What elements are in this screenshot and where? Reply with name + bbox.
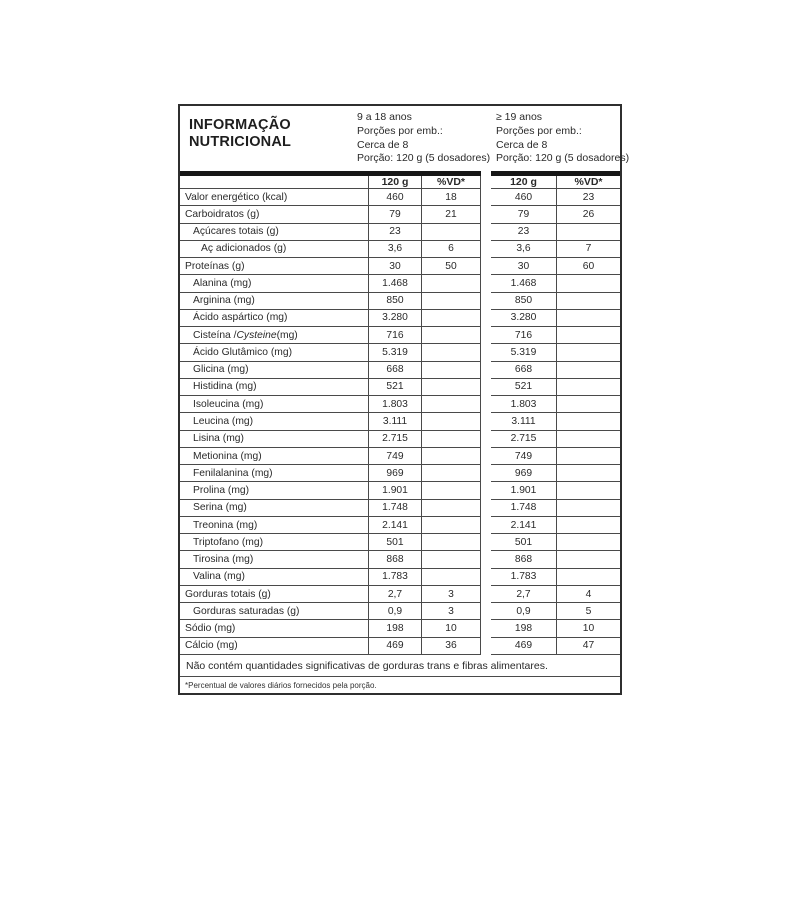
column-gap: [481, 620, 491, 637]
group1-dv-cell: 3: [421, 586, 481, 603]
group1-amount-cell: 850: [368, 293, 421, 310]
note: Não contém quantidades significativas de gorduras trans e fibras alimentares.: [180, 655, 620, 677]
column-gap: [481, 448, 491, 465]
group1-amount-cell: 521: [368, 379, 421, 396]
group1-dv-cell: [421, 327, 481, 344]
group1-amount-cell: 716: [368, 327, 421, 344]
group1-amount-cell: 0,9: [368, 603, 421, 620]
column-gap: [481, 431, 491, 448]
group1-dv-cell: 6: [421, 241, 481, 258]
group2-header: [496, 111, 629, 166]
group2-dv-cell: [556, 224, 620, 241]
group2-dv-cell: 26: [556, 206, 620, 223]
footnote: *Percentual de valores diários fornecidos pela porção.: [185, 680, 377, 690]
group2-amount-cell: 469: [491, 638, 556, 655]
table-title-line2: NUTRICIONAL: [189, 134, 292, 150]
group1-amount-cell: 469: [368, 638, 421, 655]
group2-dv-cell: [556, 344, 620, 361]
group1-amount-cell: 2.715: [368, 431, 421, 448]
group1-amount-cell: 5.319: [368, 344, 421, 361]
column-gap: [481, 603, 491, 620]
group2-amount-cell: 3.280: [491, 310, 556, 327]
group1-servings-value: Cerca de 8: [357, 138, 409, 151]
group1-amount-cell: 868: [368, 551, 421, 568]
group1-amount-cell: 501: [368, 534, 421, 551]
table-title-line1: INFORMAÇÃO: [189, 117, 291, 133]
group1-dv-cell: [421, 465, 481, 482]
row-label: Gorduras saturadas (g): [180, 603, 368, 620]
row-label: Triptofano (mg): [180, 534, 368, 551]
row-label: Treonina (mg): [180, 517, 368, 534]
nutrition-grid: [180, 176, 620, 655]
group1-dv-cell: [421, 534, 481, 551]
column-gap: [481, 586, 491, 603]
group2-amount-cell: 521: [491, 379, 556, 396]
group1-dv-cell: [421, 517, 481, 534]
row-label: Valor energético (kcal): [180, 189, 368, 206]
group2-dv-cell: [556, 517, 620, 534]
group1-dv-cell: [421, 551, 481, 568]
column-header-spacer: [180, 176, 368, 189]
group2-amount-cell: 2,7: [491, 586, 556, 603]
row-label: Ácido Glutâmico (mg): [180, 344, 368, 361]
column-gap: [481, 413, 491, 430]
row-label: Gorduras totais (g): [180, 586, 368, 603]
row-label: Metionina (mg): [180, 448, 368, 465]
group1-dv-cell: [421, 431, 481, 448]
column-gap: [481, 482, 491, 499]
group1-amount-cell: 668: [368, 362, 421, 379]
group2-amount-cell: 716: [491, 327, 556, 344]
group2-servings-value: Cerca de 8: [496, 138, 548, 151]
group1-dv-cell: [421, 448, 481, 465]
group2-dv-cell: [556, 569, 620, 586]
group2-dv-cell: [556, 362, 620, 379]
row-label: Carboidratos (g): [180, 206, 368, 223]
group2-amount-cell: 79: [491, 206, 556, 223]
row-label: Fenilalanina (mg): [180, 465, 368, 482]
row-label-italic: Cysteine: [236, 329, 277, 341]
group1-dv-cell: [421, 362, 481, 379]
group2-dv-cell: [556, 396, 620, 413]
table-header: [180, 106, 630, 171]
group2-amount-cell: 0,9: [491, 603, 556, 620]
group2-column-header-amount: 120 g: [491, 176, 556, 189]
row-label: Isoleucina (mg): [180, 396, 368, 413]
group1-dv-cell: 18: [421, 189, 481, 206]
group2-amount-cell: 30: [491, 258, 556, 275]
group1-header: [357, 111, 490, 166]
column-gap: [481, 241, 491, 258]
column-gap: [481, 206, 491, 223]
row-label: Glicina (mg): [180, 362, 368, 379]
group1-amount-cell: 23: [368, 224, 421, 241]
group1-amount-cell: 2.141: [368, 517, 421, 534]
group2-amount-cell: 749: [491, 448, 556, 465]
column-gap: [481, 551, 491, 568]
group2-column-header-dv: %VD*: [556, 176, 620, 189]
column-gap: [481, 189, 491, 206]
group1-dv-cell: 21: [421, 206, 481, 223]
row-label: Serina (mg): [180, 500, 368, 517]
row-label: Sódio (mg): [180, 620, 368, 637]
group1-amount-cell: 3.111: [368, 413, 421, 430]
column-gap: [481, 379, 491, 396]
column-gap: [481, 465, 491, 482]
group2-amount-cell: 3,6: [491, 241, 556, 258]
row-label: Ácido aspártico (mg): [180, 310, 368, 327]
group1-amount-cell: 1.748: [368, 500, 421, 517]
group2-amount-cell: 1.803: [491, 396, 556, 413]
group1-dv-cell: [421, 482, 481, 499]
group1-dv-cell: [421, 293, 481, 310]
group1-dv-cell: 10: [421, 620, 481, 637]
row-label-pre: Cisteína /: [193, 329, 237, 341]
nutrition-table: [178, 104, 630, 695]
group2-amount-cell: 2.141: [491, 517, 556, 534]
group1-portion-line: Porção: 120 g (5 dosadores): [357, 152, 491, 165]
column-gap: [481, 310, 491, 327]
row-label: Arginina (mg): [180, 293, 368, 310]
group2-dv-cell: 60: [556, 258, 620, 275]
column-gap: [481, 500, 491, 517]
column-gap: [481, 569, 491, 586]
group2-amount-cell: 668: [491, 362, 556, 379]
row-label: Tirosina (mg): [180, 551, 368, 568]
group1-amount-cell: 1.803: [368, 396, 421, 413]
group2-dv-cell: [556, 310, 620, 327]
row-label: Prolina (mg): [180, 482, 368, 499]
column-gap: [481, 638, 491, 655]
row-label: Alanina (mg): [180, 275, 368, 292]
group2-dv-cell: [556, 293, 620, 310]
group1-dv-cell: 36: [421, 638, 481, 655]
group2-amount-cell: 868: [491, 551, 556, 568]
group2-amount-cell: 1.901: [491, 482, 556, 499]
group1-amount-cell: 749: [368, 448, 421, 465]
group2-amount-cell: 5.319: [491, 344, 556, 361]
group2-dv-cell: [556, 448, 620, 465]
group2-amount-cell: 198: [491, 620, 556, 637]
group1-amount-cell: 79: [368, 206, 421, 223]
column-gap: [481, 327, 491, 344]
group1-age-range: 9 a 18 anos: [357, 111, 412, 123]
group2-dv-cell: [556, 275, 620, 292]
row-label: Histidina (mg): [180, 379, 368, 396]
group2-dv-cell: [556, 465, 620, 482]
row-label: Aç adicionados (g): [180, 241, 368, 258]
group2-amount-cell: 3.111: [491, 413, 556, 430]
row-label: Valina (mg): [180, 569, 368, 586]
group1-dv-cell: 3: [421, 603, 481, 620]
group2-dv-cell: [556, 431, 620, 448]
group2-dv-cell: [556, 482, 620, 499]
group2-amount-cell: 23: [491, 224, 556, 241]
row-label: [180, 327, 368, 344]
group2-dv-cell: [556, 379, 620, 396]
group2-amount-cell: 501: [491, 534, 556, 551]
column-gap: [481, 293, 491, 310]
column-gap: [481, 517, 491, 534]
group2-dv-cell: [556, 413, 620, 430]
group1-amount-cell: 1.901: [368, 482, 421, 499]
column-gap: [481, 275, 491, 292]
column-gap: [481, 362, 491, 379]
group2-dv-cell: [556, 551, 620, 568]
group2-amount-cell: 1.783: [491, 569, 556, 586]
group2-amount-cell: 460: [491, 189, 556, 206]
group1-amount-cell: 1.468: [368, 275, 421, 292]
column-gap: [481, 176, 491, 189]
group2-amount-cell: 2.715: [491, 431, 556, 448]
group2-amount-cell: 1.468: [491, 275, 556, 292]
group2-dv-cell: 47: [556, 638, 620, 655]
group2-dv-cell: 23: [556, 189, 620, 206]
group1-amount-cell: 3.280: [368, 310, 421, 327]
column-gap: [481, 534, 491, 551]
group2-dv-cell: 7: [556, 241, 620, 258]
column-gap: [481, 396, 491, 413]
group2-dv-cell: [556, 500, 620, 517]
table-title: [189, 117, 291, 151]
group1-dv-cell: [421, 275, 481, 292]
group1-dv-cell: [421, 310, 481, 327]
row-label: Lisina (mg): [180, 431, 368, 448]
group1-amount-cell: 969: [368, 465, 421, 482]
group2-portion-line: Porção: 120 g (5 dosadores): [496, 152, 630, 165]
column-gap: [481, 344, 491, 361]
group2-age-range: ≥ 19 anos: [496, 111, 543, 123]
row-label-post: (mg): [276, 329, 298, 341]
group1-dv-cell: [421, 224, 481, 241]
row-label: Açúcares totais (g): [180, 224, 368, 241]
group1-dv-cell: [421, 413, 481, 430]
group1-servings-label: Porções por emb.:: [357, 124, 443, 137]
group1-dv-cell: [421, 500, 481, 517]
group1-dv-cell: [421, 344, 481, 361]
row-label: Cálcio (mg): [180, 638, 368, 655]
column-gap: [481, 258, 491, 275]
group1-amount-cell: 198: [368, 620, 421, 637]
group1-amount-cell: 30: [368, 258, 421, 275]
group2-servings-label: Porções por emb.:: [496, 124, 582, 137]
group2-amount-cell: 1.748: [491, 500, 556, 517]
group2-dv-cell: [556, 327, 620, 344]
group1-amount-cell: 1.783: [368, 569, 421, 586]
group1-column-header-dv: %VD*: [421, 176, 481, 189]
group2-dv-cell: 10: [556, 620, 620, 637]
group1-amount-cell: 2,7: [368, 586, 421, 603]
group1-column-header-amount: 120 g: [368, 176, 421, 189]
row-label: Leucina (mg): [180, 413, 368, 430]
group2-amount-cell: 969: [491, 465, 556, 482]
group2-amount-cell: 850: [491, 293, 556, 310]
group2-dv-cell: 5: [556, 603, 620, 620]
group1-dv-cell: 50: [421, 258, 481, 275]
group1-dv-cell: [421, 569, 481, 586]
column-gap: [481, 224, 491, 241]
group1-amount-cell: 3,6: [368, 241, 421, 258]
group2-dv-cell: 4: [556, 586, 620, 603]
group1-dv-cell: [421, 379, 481, 396]
row-label: Proteínas (g): [180, 258, 368, 275]
group1-dv-cell: [421, 396, 481, 413]
group2-dv-cell: [556, 534, 620, 551]
group1-amount-cell: 460: [368, 189, 421, 206]
